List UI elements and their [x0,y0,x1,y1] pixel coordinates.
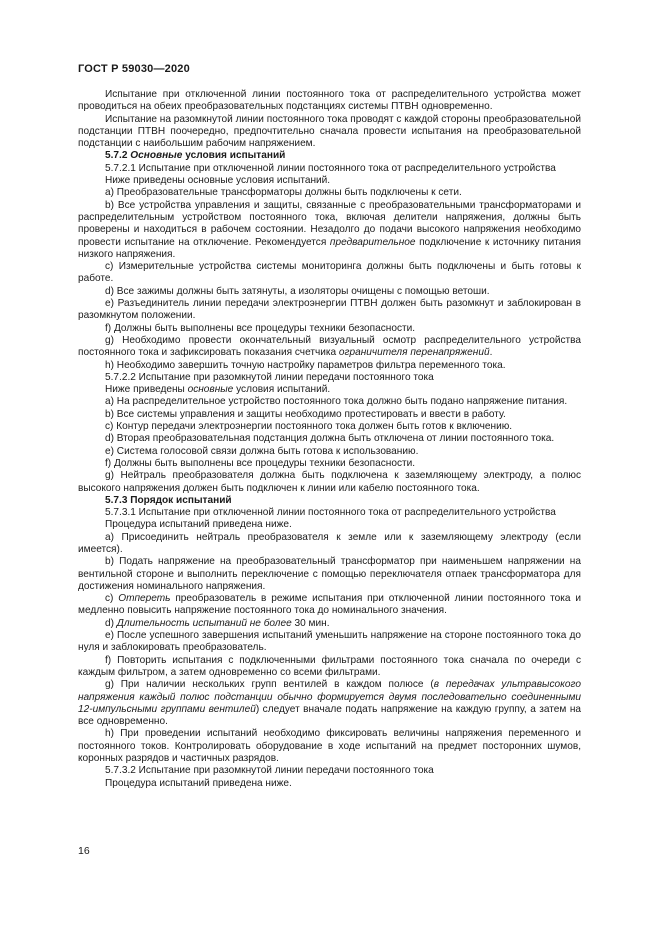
text-run: e) Разъединитель линии передачи электроэнергии ПТВН должен быть разомкнут и заблокирован в разомкнутом положении. [78,298,581,322]
paragraph [78,163,581,175]
paragraph [78,532,581,557]
text-run: условия испытаний. [233,384,331,396]
text-run: f) Должны быть выполнены все процедуры техники безопасности. [105,322,416,334]
paragraph [78,679,581,728]
paragraph [78,495,581,507]
text-run: a) Преобразовательные трансформаторы должны быть подключены к сети. [105,187,462,199]
text-run: Ниже приведены основные условия испытаний. [105,175,331,187]
paragraph [78,446,581,458]
text-run: c) Измерительные устройства системы мониторинга должны быть подключены и быть готовы к работе. [78,261,581,285]
text-run: 5.7.3.1 Испытание при отключенной линии постоянного тока от распределительного устройства [105,507,556,519]
text-run: d) [105,617,117,629]
text-run: 5.7.3.2 Испытание при разомкнутой линии передачи постоянного тока [105,765,434,777]
text-run: Испытание при отключенной линии постоянного тока от распределительного устройства может проводиться на обеих преобразовательных подстанциях системы ПТВН одновременно. [78,89,581,113]
text-run: e) Система голосовой связи должна быть готова к использованию. [105,445,419,457]
paragraph [78,458,581,470]
text-run: h) Необходимо завершить точную настройку параметров фильтра переменного тока. [105,359,506,371]
paragraph [78,519,581,531]
document-body [78,89,581,790]
paragraph [78,556,581,593]
document-header: ГОСТ Р 59030—2020 [78,63,190,75]
paragraph [78,396,581,408]
text-run: b) Все системы управления и защиты необходимо протестировать и ввести в работу. [105,408,506,420]
paragraph [78,261,581,286]
text-run: Отпереть [118,593,171,605]
paragraph [78,286,581,298]
text-run: 5.7.3 Порядок испытаний [105,494,232,506]
paragraph [78,298,581,323]
text-run: условия испытаний [182,150,286,162]
text-run: основные [187,384,234,396]
text-run: ограничителя перенапряжений [338,347,490,359]
text-run: преобразователь в режиме испытания при отключенной линии постоянного тока и медленно повысить напряжение постоянного тока до номинального значения. [78,593,581,617]
text-run: c) Контур передачи электроэнергии постоянного тока должен быть готов к включению. [105,421,513,433]
text-run: d) Все зажимы должны быть затянуты, а изоляторы очищены с помощью ветоши. [105,285,490,297]
paragraph [78,765,581,777]
text-run: 30 мин. [291,617,330,629]
text-run: в передачах ультравысокого напряжения каждый полюс подстанции обычно формируется двумя последовательно соединенными 12-импульсными группами вентилей [78,679,581,715]
text-run: Длительность испытаний не более [116,617,292,629]
text-run: a) Присоединить нейтраль преобразователя к земле или к заземляющему электроду (если имеется). [78,531,581,555]
text-run: Ниже приведены [105,384,188,396]
text-run: Испытание на разомкнутой линии постоянного тока проводят с каждой стороны преобразовательной подстанции ПТВН поочередно, предпочтительно сначала провести испытания на преобразовательной подстанции с наибольшим рабочим напряжением. [78,113,581,150]
text-run: d) Вторая преобразовательная подстанция должна быть отключена от линии постоянного тока. [105,433,555,445]
text-run: 5.7.2.2 Испытание при разомкнутой линии передачи постоянного тока [105,371,434,383]
paragraph [78,200,581,261]
text-run: g) Нейтраль преобразователя должна быть подключена к заземляющему электроду, а полюс высокого напряжения должен быть подключен к линии или кабелю постоянного тока. [78,470,581,494]
paragraph [78,778,581,790]
text-run: g) Необходимо провести окончательный визуальный осмотр распределительного устройства постоянного тока и зафиксировать показания счетчика [78,334,581,359]
paragraph [78,323,581,335]
paragraph [78,655,581,680]
paragraph [78,187,581,199]
paragraph [78,630,581,655]
paragraph [78,175,581,187]
text-run: 5.7.2 [105,150,131,162]
page-number: 16 [78,845,90,857]
paragraph [78,384,581,396]
text-run: предварительное [329,236,416,248]
text-run: b) Подать напряжение на преобразовательный трансформатор при наименьшем напряжении на вентильной стороне и выполнить переключение с помощью переключателя отпаек трансформатора для достижения номинального напряжения. [78,556,581,592]
paragraph [78,433,581,445]
text-run: b) Все устройства управления и защиты, связанные с преобразовательными трансформаторами и распределительным устройством постоянного тока, включая делители напряжения, должны быть проверены и находиться в рабочем состоянии. Незадолго до подачи высокого напряжения необходимо провести испытание на отключение. Рекомендуется [78,199,581,248]
paragraph [78,593,581,618]
text-run: f) Повторить испытания с подключенными фильтрами постоянного тока сначала по очереди с каждым фильтром, а затем одновременно со всеми фильтрами. [78,654,581,678]
paragraph [78,409,581,421]
paragraph [78,150,581,162]
text-run: Основные [130,150,183,162]
paragraph [78,507,581,519]
text-run: f) Должны быть выполнены все процедуры техники безопасности. [105,457,416,469]
paragraph [78,421,581,433]
paragraph [78,470,581,495]
paragraph [78,114,581,151]
text-run: 5.7.2.1 Испытание при отключенной линии постоянного тока от распределительного устройства [105,162,556,174]
text-run: подключение к источнику питания низкого напряжения. [78,236,582,260]
paragraph [78,372,581,384]
paragraph [78,335,581,360]
text-run: . [489,347,493,359]
text-run: c) [105,593,119,605]
paragraph [78,360,581,372]
text-run: h) При проведении испытаний необходимо фиксировать величины напряжения переменного и постоянного токов. Контролировать оборудование в ходе испытаний на предмет посторонних шумов, коронных разрядов и частичных разрядов. [78,728,581,765]
paragraph [78,618,581,630]
text-run: ) следует вначале подать напряжение на каждую группу, а затем на все одновременно. [78,703,582,728]
text-run: Процедура испытаний приведена ниже. [105,777,292,789]
paragraph [78,728,581,765]
text-run: a) На распределительное устройство постоянного тока должно быть подано напряжение питания. [105,396,568,408]
paragraph [78,89,581,114]
text-run: e) После успешного завершения испытаний уменьшить напряжение на стороне постоянного тока до нуля и заблокировать преобразователь. [78,630,581,654]
text-run: Процедура испытаний приведена ниже. [105,519,292,531]
text-run: g) При наличии нескольких групп вентилей в каждом полюсе ( [105,679,434,691]
